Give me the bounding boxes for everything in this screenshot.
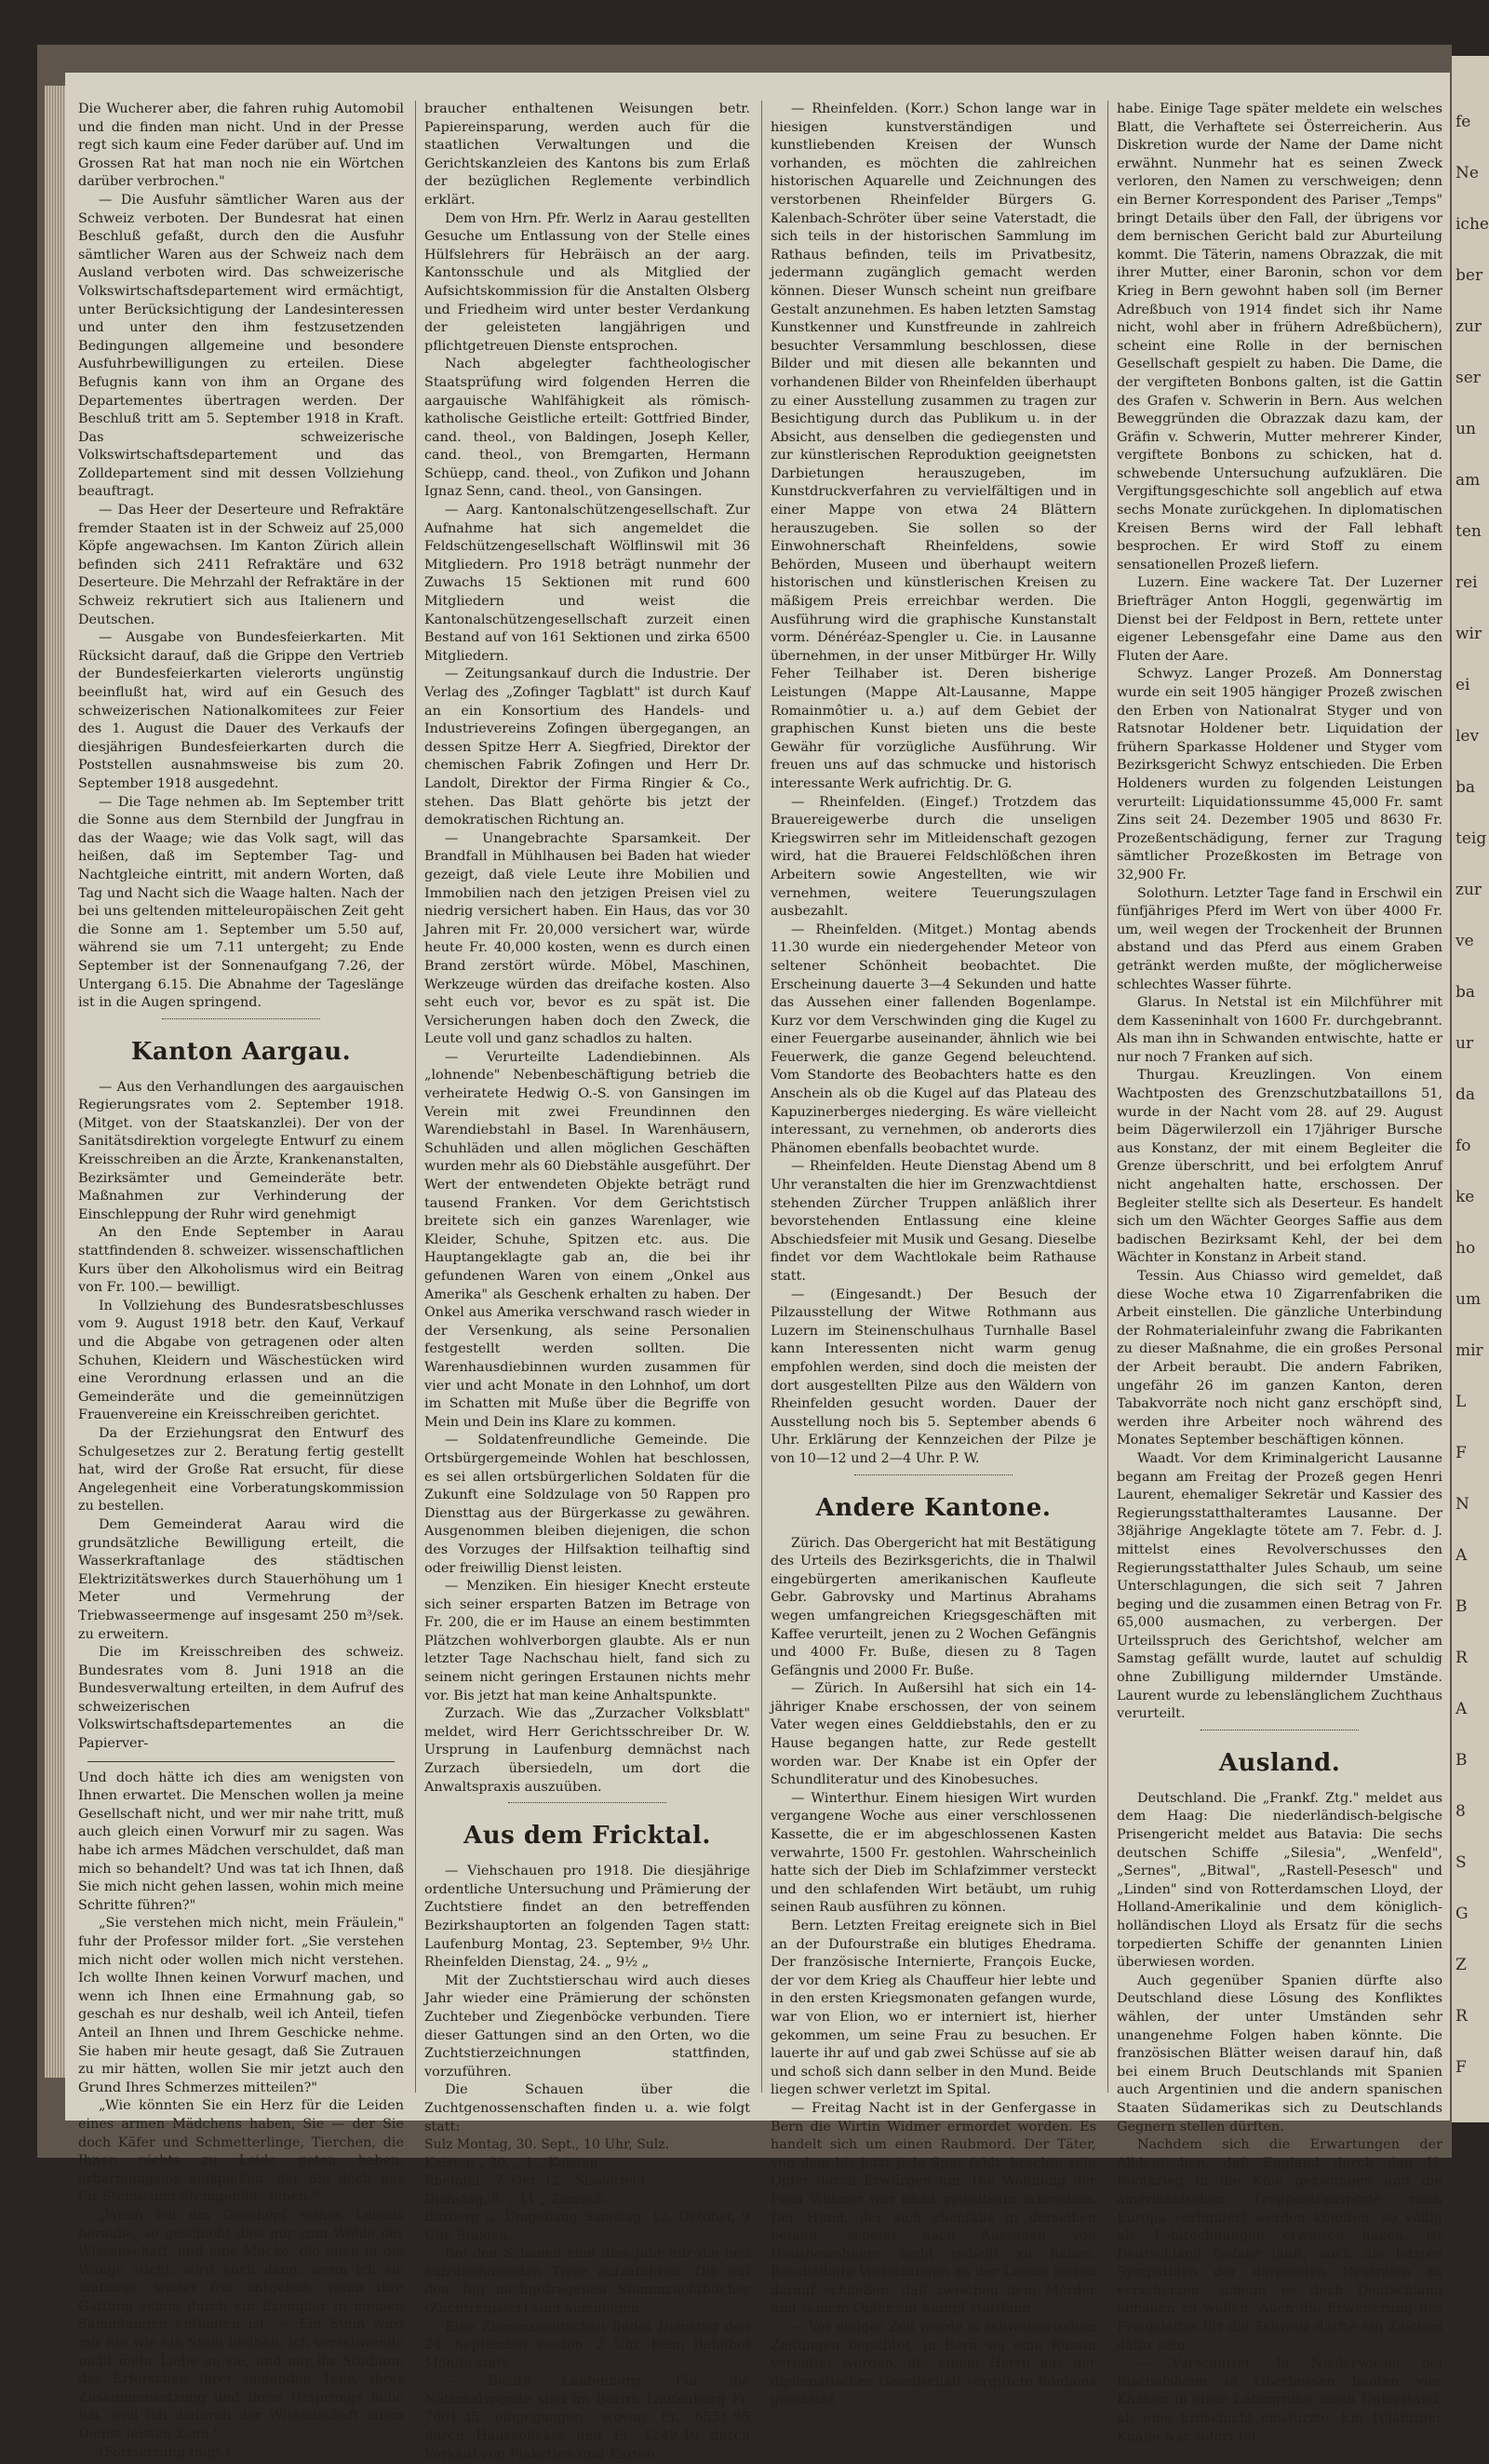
- schedule-line: Dienstag, 8. „ 11 „ Zurzach: [424, 2191, 605, 2207]
- section-heading: Kanton Aargau.: [130, 1037, 352, 1066]
- article-paragraph: — Rheinfelden. (Mitget.) Montag abends 11.30 wurde ein niedergehender Meteor von seltener Schönheit beobachtet. Die Erscheinung dauerte 3—4 Sekunden und hatte das Aussehen einer fallenden Bogenlampe. Kurz vor dem Verschwinden ging die Kugel zu einer Feuergarbe auseinander, ähnlich wie bei Feuerwerk, die ganze Gegend beleuchtend. Vom Standorte des Beobachters hatte es den Anschein als ob die Kugel auf das Plateau des Kapuzinerberges niederging. Es wäre vielleicht interessant, zu vernehmen, ob anderorts dies Phänomen ebenfalls beobachtet wurde.: [771, 922, 1096, 1156]
- strip-fragment: ser: [1455, 369, 1481, 387]
- strip-fragment: fe: [1455, 113, 1471, 131]
- schedule-line: Bözberg u. Umgebung Samstag, 12. Oktober, 9 Uhr, Stalden.: [424, 2210, 750, 2243]
- strip-fragment: un: [1455, 420, 1476, 438]
- strip-fragment: ve: [1455, 932, 1474, 950]
- strip-fragment: ke: [1455, 1188, 1475, 1206]
- article-paragraph: — Verschüttet. In Niederwiesel bei Bischofsheim in Oberhessen hauten vier Knaben in einer Lehmgrube einen Unterstand, als eine Erdschicht einstürzte. Ein 10jähriger Knabe war sofort tot,: [1117, 2356, 1442, 2444]
- column-2: [424, 101, 750, 2462]
- article-paragraph: „Wie könnten Sie ein Herz für die Leiden eines armen Mädchens haben, Sie — der Sie doch Käfer und Schmetterlinge, Tierchen, die Ihnen nichts zu Leide getan haben, erbarmungslos aufspießen, der Sie doch nur für Steine und Steingebilde leben?": [78, 2098, 404, 2205]
- article-paragraph: „Wenn ich ein Geschöpf seines Lebens beraube, so geschieht dies nur zum Wohle der Wissenschaft, und eine Mücke, die mich in die Wange sticht, wird auch dann, wenn ich sie einfange, weiter frei entgehen, wenn ihre Gattung schon durch ein Exemplar in meinen Sammlungen enthalten ist. — Ein Stein wird mir nie wie ein Stein bleiben; ich verschwende nicht mehr Liebe an sie, und nur ihr Studium, das Erforschen ihrer bildenden Teile, ihrer Zusammensetzung und ihres Ursprungs liebe ich, weil ich dadurch der Wissenschaft einen Dienst leisten kann.": [78, 2207, 404, 2443]
- strip-fragment: ba: [1455, 778, 1476, 797]
- strip-fragment: A: [1455, 1700, 1468, 1718]
- article-paragraph: Auch gegenüber Spanien dürfte also Deutschland diese Lösung des Konfliktes wählen, der unter Umständen sehr unangenehme Folgen haben könnte. Die französischen Blätter weisen darauf hin, daß bei einem Bruch Deutschlands mit Spanien auch Argentinien und die andern spanischen Staaten Südamerikas sich zu Deutschlands Gegnern stellen dürften.: [1117, 1973, 1442, 2134]
- article-paragraph: Glarus. In Netstal ist ein Milchführer mit dem Kasseninhalt von 1600 Fr. durchgebrannt. Als man ihn in Schwanden entwischte, hatte er nur noch 7 Franken auf sich.: [1117, 995, 1442, 1065]
- article-paragraph: Thurgau. Kreuzlingen. Von einem Wachtposten des Grenzschutzbataillons 51, wurde in der Nacht vom 28. auf 29. August beim Dägerwilerzoll ein 17jähriger Bursche aus Konstanz, der mit einem Begleiter die Grenze überschritt, und bei erfolgtem Anruf nicht angehalten hatte, erschossen. Der Begleiter stellte sich als Deserteur. Es handelt sich um den Wächter Georges Saffie aus dem badischen Bezirksamt Kehl, der bei dem Wächter in Konstanz in Arbeit stand.: [1117, 1068, 1442, 1266]
- strip-fragment: wir: [1455, 625, 1482, 643]
- strip-fragment: zur: [1455, 317, 1482, 336]
- schedule-line: Sulz Montag, 30. Sept., 10 Uhr, Sulz.: [424, 2137, 670, 2153]
- article-paragraph: — Die Ausfuhr sämtlicher Waren aus der Schweiz verboten. Der Bundesrat hat einen Beschluß gefaßt, durch den die Ausfuhr sämtlicher Waren aus der Schweiz nach dem Ausland verboten wird. Das schweizerische Volkswirtschaftsdepartement wird ermächtigt, unter Berücksichtigung der Landesinteressen und unter den ihm festzusetzenden Bedingungen allgemeine und besondere Ausfuhrbewilligungen zu erteilen. Diese Befugnis kann von ihm an Organe des Departementes übertragen werden. Der Beschluß tritt am 5. September 1918 in Kraft. Das schweizerische Volkswirtschaftsdepartement und das Zolldepartement sind mit dessen Vollziehung beauftragt.: [78, 192, 404, 500]
- article-paragraph: — Rheinfelden. (Korr.) Schon lange war in hiesigen kunstverständigen und kunstliebenden Kreisen der Wunsch vorhanden, es möchten die zahlreichen historischen Aquarelle und Zeichnungen des verstorbenen Rheinfelder Bürgers G. Kalenbach-Schröter über seine Vaterstadt, die sich teils in der historischen Sammlung im Rathaus befinden, teils im Privatbesitz, jedermann zugänglich gemacht werden können. Dieser Wunsch scheint nun greifbare Gestalt anzunehmen. Es haben letzten Samstag Kunstkenner und Kunstfreunde in zahlreich besuchter Versammlung beschlossen, diese Bilder und mit diesen alle bekannten und vorhandenen Bilder von Rheinfelden überhaupt zu einer Ausstellung zusammen zu tragen zur Besichtigung durch das Publikum u. in der Absicht, aus denselben die gediegensten und zur künstlerischen Reproduktion geeignetsten Darbietungen herauszugeben, im Kunstdruckverfahren zu vervielfältigen und in einer Mappe von etwa 24 Blättern herauszugeben. Sie sollen so der Einwohnerschaft Rheinfeldens, sowie Behörden, Museen und überhaupt weitern historischen und künstlerischen Kreisen zu mäßigem Preis erreichbar werden. Die Ausführung wird die graphische Kunstanstalt vorm. Dénéréaz-Spengler u. Cie. in Lausanne übernehmen, in der unser Mitbürger Hr. Willy Feher Teilhaber ist. Deren bisherige Leistungen (Mappe Alt-Lausanne, Mappe Romainmôtier u. a.) auf dem Gebiet der graphischen Kunst bieten uns die beste Gewähr für vorzügliche Ausführung. Wir freuen uns auf das schmucke und historisch interessante Werk aufrichtig. Dr. G.: [771, 101, 1096, 791]
- article-paragraph: An den Ende September in Aarau stattfindenden 8. schweizer. wissenschaftlichen Kurs über den Alkoholismus wird ein Beitrag von Fr. 100.— bewilligt.: [78, 1225, 404, 1296]
- strip-fragment: am: [1455, 471, 1481, 490]
- article-paragraph: — Aus den Verhandlungen des aargauischen Regierungsrates vom 2. September 1918. (Mitget. von der Staatskanzlei). Der von der Sanitätsdirektion vorgelegte Entwurf zu einem Kreisschreiben an die Ärzte, Krankenanstalten, Bezirksämter und Gemeinderäte betr. Maßnahmen zur Verhinderung der Einschleppung der Ruhr wird genehmigt: [78, 1079, 404, 1222]
- article-paragraph: „Sie verstehen mich nicht, mein Fräulein," fuhr der Professor milder fort. „Sie verstehen mich nicht oder wollen mich nicht verstehen. Ich wollte Ihnen keinen Vorwurf machen, und wenn ich Ihnen eine Ermahnung gab, so geschah es nur deshalb, weil ich Anteil, tiefen Anteil an Ihnen und Ihrem Geschicke nehme. Sie haben mir heute gesagt, daß Sie Zutrauen zu mir hätten, wollen Sie mir jetzt auch den Grund Ihres Schmerzes mitteilen?": [78, 1916, 404, 2095]
- strip-fragment: um: [1455, 1290, 1482, 1309]
- strip-fragment: Z: [1455, 1956, 1467, 1974]
- page-stack-edge: [45, 86, 67, 2078]
- article-separator: [854, 1474, 1013, 1475]
- article-paragraph: Zürich. Das Obergericht hat mit Bestätigung des Urteils des Bezirksgerichts, die in Thalwil eingebürgerten amerikanischen Kaufleute Gebr. Gabrovsky und Martinus Abrahams wegen umfangreichen Kriegsgeschäften mit Kaffee verurteilt, jenen zu 2 Wochen Gefängnis und 4000 Fr. Buße, diesen zu 8 Tagen Gefängnis und 2000 Fr. Buße.: [771, 1535, 1096, 1678]
- article-paragraph: — Das Heer der Deserteure und Refraktäre fremder Staaten ist in der Schweiz auf 25,000 Köpfe angewachsen. Im Kanton Zürich allein befinden sich 2411 Refraktäre und 632 Deserteure. Die Mehrzahl der Refraktäre in der Schweiz rekrutiert sich aus Italienern und Deutschen.: [78, 503, 404, 627]
- article-separator: [162, 1018, 320, 1019]
- article-paragraph: Zurzach. Wie das „Zurzacher Volksblatt" meldet, wird Herr Gerichtsschreiber Dr. W. Ursprung in Laufenburg demnächst nach Zurzach übersiedeln, um dort die Anwaltspraxis auszuüben.: [424, 1706, 750, 1795]
- article-paragraph: — Viehschauen pro 1918. Die diesjährige ordentliche Untersuchung und Prämierung der Zuchtstiere findet an den betreffenden Bezirkshauptorten an folgenden Tagen statt: Laufenburg Montag, 23. September, 9½ Uhr. Rheinfelden Dienstag, 24. „ 9½ „: [424, 1864, 750, 1971]
- strip-fragment: G: [1455, 1905, 1469, 1923]
- article-paragraph: Die Schauen über die Zuchtgenossenschaften finden u. a. wie folgt statt:: [424, 2082, 750, 2134]
- article-paragraph: Und doch hätte ich dies am wenigsten von Ihnen erwartet. Die Menschen wollen ja meine Gesellschaft nicht, und wer mir nahe tritt, muß auch gleich einen Vorwurf mir zu sagen. Was habe ich armes Mädchen verschuldet, daß man mich so behandelt? Und was tat ich Ihnen, daß Sie mich nicht gehen lassen, wohin mich meine Schritte führen?": [78, 1770, 404, 1913]
- strip-fragment: Ne: [1455, 164, 1479, 182]
- article-paragraph: Nach abgelegter fachtheologischer Staatsprüfung wird folgenden Herren die aargauische Wahlfähigkeit als römisch-katholische Geistliche erteilt: Gottfried Binder, cand. theol., von Baldingen, Joseph Keller, cand. theol., von Bremgarten, Hermann Schüepp, cand. theol., von Zufikon und Johann Ignaz Senn, cand. theol., von Gansingen.: [424, 357, 750, 500]
- column-divider: [761, 101, 762, 2093]
- article-paragraph: habe. Einige Tage später meldete ein welsches Blatt, die Verhaftete sei Österreicherin. Aus Diskretion wurde der Name der Dame nicht erwähnt. Nunmehr hat es seinen Zweck verloren, den Namen zu verschweigen; denn ein Berner Korrespondent des Pariser „Temps" bringt Details über den Fall, der übrigens vor dem bernischen Gericht bald zur Aburteilung kommt. Die Täterin, namens Obrazzak, die mit ihrer Mutter, einer Baronin, schon vor dem Krieg in Bern gewohnt haben soll (im Berner Adreßbuch von 1914 findet sich ihr Name nicht, wohl aber in frühern Adreßbüchern), scheint eine Rolle in der bernischen Gesellschaft gespielt zu haben. Die Dame, die der vergifteten Bonbons galten, ist die Gattin des Grafen v. Schwerin in Bern. Aus welchen Beweggründen die Obrazzak dazu kam, der Gräfin v. Schwerin, Mutter mehrerer Kinder, vergiftete Bonbons zu schicken, hat d. schwebende Untersuchung aufzuklären. Die Vergiftungsgeschichte soll angeblich auf etwa sechs Monate zurückgehen. In diplomatischen Kreisen Berns wird der Fall lebhaft besprochen. Er wird Stoff zu einem sensationellen Prozeß liefern.: [1117, 101, 1442, 572]
- schedule-line: Kaisten „ 30. „ 1 „ Kaisten: [424, 2155, 598, 2171]
- article-paragraph: Mit der Zuchtstierschau wird auch dieses Jahr wieder eine Prämierung der schönsten Zuchteber und Ziegenböcke verbunden. Tiere dieser Gattungen sind an den Orten, wo die Zuchtstierzeichnungen stattfinden, vorzuführen.: [424, 1973, 750, 2080]
- strip-fragment: B: [1455, 1751, 1468, 1770]
- article-paragraph: Nachdem sich die Erwartungen der Alldeutschen, daß England durch den U-Bootkrieg in die Knie gezwungen und die amerikanischen Truppentransporte nach Europa verhindert werden könnten, so völlig als Fehlrechnungen erwiesen haben, ist Deutschland Gefahr läuft, auch die letzten Sympathien der dorbenden Neutralen zu verscherzen, scheint es doch Deutschland abhauen zu wollen. Auch die Erweiterung des Freigeleites für die Schweiz dürfte ein Zeichen dafür sein.: [1117, 2137, 1442, 2353]
- strip-fragment: iche: [1455, 215, 1489, 234]
- strip-fragment: F: [1455, 2058, 1467, 2077]
- article-paragraph: Waadt. Vor dem Kriminalgericht Lausanne begann am Freitag der Prozeß gegen Henri Laurent, ehemaliger Sekretär und Kassier des Regierungsstatthalteramtes Lausanne. Der 38jährige Angeklagte tötete am 7. Febr. d. J. mittelst eines Revolverschusses den Regierungsstatthalter Jules Schaub, um seine Unterschlagungen, die sich seit 7 Jahren beging und die zusammen einen Betrag von Fr. 65,000 ausmachen, zu verbergen. Der Urteilsspruch des Gerichtshof, welcher am Samstag gefällt wurde, lautet auf schuldig ohne Zubilligung mildernder Umstände. Laurent wurde zu lebenslänglichem Zuchthaus verurteilt.: [1117, 1450, 1442, 1722]
- article-separator: [508, 1802, 666, 1803]
- article-paragraph: — Winterthur. Einem hiesigen Wirt wurden vergangene Woche aus einer verschlossenen Kassette, die er im abgeschlossenen Kasten verwahrte, 1500 Fr. gestohlen. Wahrscheinlich hatte sich der Dieb im Schlafzimmer versteckt und den schlafenden Wirt betäubt, um ruhig seinen Raub ausführen zu können.: [771, 1790, 1096, 1916]
- article-paragraph: — Aarg. Kantonalschützengesellschaft. Zur Aufnahme hat sich angemeldet die Feldschützengesellschaft Wölflinswil mit 36 Mitgliedern. Pro 1918 beträgt nunmehr der Zuwachs 15 Sektionen mit rund 600 Mitgliedern und weist die Kantonalschützengesellschaft zurzeit einen Bestand auf von 161 Sektionen und zirka 6500 Mitgliedern.: [424, 503, 750, 664]
- article-paragraph: Da der Erziehungsrat den Entwurf des Schulgesetzes zur 2. Beratung fertig gestellt hat, wird der Große Rat ersucht, für diese Angelegenheit eine Vorberatungskommission zu bestellen.: [78, 1425, 404, 1515]
- strip-fragment: rei: [1455, 573, 1478, 592]
- article-paragraph: Deutschland. Die „Frankf. Ztg." meldet aus dem Haag: Die niederländisch-belgische Prisengericht meldet aus Batavia: Die sechs deutschen Schiffe „Silesia", „Wenfeld", „Sernes", „Bitwal", „Rastell-Pesesch" und „Linden" sind von Rotterdamschen Lloyd, der Holland-Amerikalinie und dem königlich-holländischen Lloyd als Ersatz für die sechs torpedierten Schiffe der genannten Linien überwiesen worden.: [1117, 1790, 1442, 1971]
- strip-fragment: S: [1455, 1853, 1467, 1872]
- article-paragraph: — Bezirk Laufenburg. Für die Nationalspende sind im Bezirk Laufenburg Fr. 7801.35 eingegangen, wovon Fr. 6551.95 durch Hauskollekte und Fr. 1249.40 durch Verkauf von Plaketten und Karten.: [424, 2374, 750, 2462]
- schedule-line: Rheintal „ 7. Okt. 12 „ Sisslerfeld: [424, 2174, 646, 2189]
- article-paragraph: Bei den Schauen sind dies Jahr nur die neu aufzunehmenden Tiere aufzuführen. Die auf den Tag nachgetragenen Stammzuchtbücher (Zuchtregister) sind aufzulegen.: [424, 2246, 750, 2316]
- article-paragraph: — Rheinfelden. (Eingef.) Trotzdem das Brauereigewerbe durch die unseligen Kriegswirren sehr im Mitleidenschaft gezogen wird, hat die Brauerei Feldschlößchen ihren Arbeitern sowie Angestellten, wie wir vernehmen, weitere Teuerungszulagen ausbezahlt.: [771, 794, 1096, 920]
- article-paragraph: In Vollziehung des Bundesratsbeschlusses vom 9. August 1918 betr. den Kauf, Verkauf und die Abgabe von getragenen oder alten Schuhen, Kleidern und Wäschestücken wird eine Verordnung erlassen und an die Gemeinderäte und die gemeinnützigen Frauenvereine ein Kreisschreiben gerichtet.: [78, 1298, 404, 1423]
- article-paragraph: Dem von Hrn. Pfr. Werlz in Aarau gestellten Gesuche um Entlassung von der Stelle eines Hülfslehrers für Hebräisch an der aarg. Kantonsschule und als Mitglied der Aufsichtskommission für die Anstalten Olsberg und Friedheim wird unter bester Verdankung der geleisteten langjährigen und pflichtgetreuen Dienste entsprochen.: [424, 210, 750, 354]
- article-paragraph: — Vor einiger Zeit wurde in schweizerischen Zeitungen berichtet, in Bern sei eine Russin verhaftet worden, die einem Herrn aus der diplomatischen Gesellschaft vergiftete Bonbons geschickt: [771, 2320, 1096, 2408]
- article-paragraph: — Zeitungsankauf durch die Industrie. Der Verlag des „Zofinger Tagblatt" ist durch Kauf an ein Konsortium des Handels- und Industrievereins Zofingen übergegangen, an dessen Spitze Herr A. Siegfried, Direktor der chemischen Fabrik Zofingen und Herr Dr. Landolt, Direktor der Firma Ringier & Co., stehen. Das Blatt gehörte bis jetzt der demokratischen Richtung an.: [424, 666, 750, 828]
- article-paragraph: — (Eingesandt.) Der Besuch der Pilzausstellung der Witwe Rothmann aus Luzern im Steinenschulhaus Turnhalle Basel kann Interessenten nicht warm genug empfohlen werden, sind doch die meisten der dort ausgestellten Pilze aus den Wäldern von Rheinfelden gesucht worden. Dauer der Ausstellung noch bis 5. September abends 6 Uhr. Erklärung der Kennzeichen der Pilze je von 10—12 und 2—4 Uhr. P. W.: [771, 1286, 1096, 1466]
- column-1: [78, 101, 404, 2460]
- article-paragraph: braucher enthaltenen Weisungen betr. Papiereinsparung, werden auch für die staatlichen Verwaltungen und die Gerichtskanzleien des Kantons bis zum Erlaß der bezüglichen Reglemente verbindlich erklärt.: [424, 101, 750, 208]
- strip-fragment: B: [1455, 1597, 1468, 1616]
- strip-fragment: R: [1455, 2007, 1468, 2026]
- article-paragraph: Schwyz. Langer Prozeß. Am Donnerstag wurde ein seit 1905 hängiger Prozeß zwischen den Erben von Nationalrat Styger und von Ratsnotar Holdener betr. Liquidation der frühern Sparkasse Holdener und Styger vom Bezirksgericht Schwyz entschieden. Die Erben Holdeners wurden zu folgenden Leistungen verurteilt: Liquidationssumme 45,000 Fr. samt Zins seit 24. Dezember 1905 und 8630 Fr. Prozeßentschädigung, ferner zur Tragung sämtlicher Prozeßkosten im Betrage von 32,900 Fr.: [1117, 666, 1442, 882]
- article-paragraph: — Die Tage nehmen ab. Im September tritt die Sonne aus dem Sternbild der Jungfrau in das der Waage; wie das Volk sagt, will das heißen, daß im September Tag- und Nachtgleiche eintritt, mit andern Worten, daß Tag und Nacht sich die Waage halten. Nach der bei uns geltenden mitteleuropäischen Zeit geht die Sonne am 1. September um 5.50 auf, während sie um 7.11 untergeht; zu Ende September ist der Sonnenaufgang 7.26, der Untergang 6.15. Die Abnahme der Tageslänge ist in die Augen springend.: [78, 794, 404, 1011]
- article-paragraph: Die Wucherer aber, die fahren ruhig Automobil und die finden man nicht. Und in der Presse regt sich kaum eine Feder darüber auf. Und im Grossen Rat hat man noch nie ein Wörtchen darüber verbrochen.": [78, 101, 404, 190]
- strip-fragment: N: [1455, 1495, 1469, 1514]
- strip-fragment: zur: [1455, 881, 1482, 899]
- article-paragraph: — Soldatenfreundliche Gemeinde. Die Ortsbürgergemeinde Wohlen hat beschlossen, es sei allen ortsbürgerlichen Soldaten für die Zukunft eine Soldzulage von 50 Rappen pro Diensttag aus der Bürgerkasse zu gewähren. Ausgenommen bleiben diejenigen, die schon des Vorzuges der Hilfsaktion teilhaftig sind oder freiwillig Dienst leisten.: [424, 1433, 750, 1576]
- strip-fragment: ho: [1455, 1239, 1476, 1258]
- adjacent-page-strip: [1452, 56, 1489, 2122]
- newspaper-page: [65, 73, 1450, 2462]
- strip-fragment: R: [1455, 1649, 1468, 1667]
- strip-fragment: ten: [1455, 522, 1482, 541]
- column-3: [771, 101, 1096, 2408]
- strip-fragment: ei: [1455, 676, 1470, 694]
- strip-fragment: lev: [1455, 727, 1480, 746]
- strip-fragment: ber: [1455, 266, 1483, 285]
- article-paragraph: — Freitag Nacht ist in der Genfergasse in Bern die Wirtin Widmer ermordet worden. Es handelt sich um einen Raubmord. Der Täter, von dem bis jetzt jede Spur fehlt, brachte sein Opfer durch Erwürgen um. Die Wohnung der Frau Widmer war nicht gewaltsam erbrochen. Der Hund, der sich ebenfalls in derselben befand, scheint nach Aussagen von Hausbewohnern nicht gebellt zu haben. Beschädigte Verletzungen an der Leiche lassen darauf schließen, daß zwischen dem Mörder und seinem Opfer ein Kampf stattfand.: [771, 2100, 1096, 2317]
- column-divider: [415, 101, 416, 2093]
- article-paragraph: — Rheinfelden. Heute Dienstag Abend um 8 Uhr veranstalten die hier im Grenzwachtdienst stehenden Zürcher Truppen anläßlich ihrer bevorstehenden Entlassung eine kleine Abschiedsfeier mit Musik und Gesang. Dieselbe findet vor dem Wachtlokale beim Rathause statt.: [771, 1159, 1096, 1284]
- strip-fragment: da: [1455, 1085, 1476, 1104]
- section-heading: Aus dem Fricktal.: [463, 1822, 711, 1851]
- column-divider: [1107, 101, 1108, 2093]
- section-heading: Ausland.: [1218, 1748, 1341, 1777]
- article-paragraph: — Ausgabe von Bundesfeierkarten. Mit Rücksicht darauf, daß die Grippe den Vertrieb der Bundesfeierkarten vielerorts ungünstig beeinflußt hat, wird auf ein Gesuch des schweizerischen Nationalkomitees zur Feier des 1. August die Dauer des Verkaufs der diesjährigen Bundesfeierkarten durch die Poststellen ausnahmsweise bis zum 20. September 1918 ausgedehnt.: [78, 630, 404, 791]
- article-paragraph: Tessin. Aus Chiasso wird gemeldet, daß diese Woche etwa 10 Zigarrenfabriken die Arbeit einstellen. Die gänzliche Unterbindung der Rohmaterialeinfuhr zwang die Fabrikanten zu dieser Maßnahme, die ein großes Personal der Arbeit beraubt. Die andern Fabriken, ungefähr 26 im ganzen Kanton, deren Tabakvorräte noch nicht ganz erschöpft sind, werden ihre Arbeiter noch während des Monates September beschäftigen können.: [1117, 1269, 1442, 1448]
- strip-fragment: A: [1455, 1546, 1468, 1565]
- article-paragraph: — Verurteilte Ladendiebinnen. Als „lohnende" Nebenbeschäftigung betrieb die verheiratete Hedwig O.-S. von Gansingen im Verein mit zwei Freundinnen den Warendiebstahl in Basel. In Warenhäusern, Schuhläden und allen möglichen Geschäften wurden mehr als 60 Diebstähle ausgeführt. Der Wert der entwendeten Objekte beträgt rund tausend Franken. Vor dem Gerichtstisch breitete sich ein ganzes Warenlager, wie Kleider, Schuhe, Spitzen etc. aus. Die Hauptangeklagte gab an, die bei ihr gefundenen Waren von einem „Onkel aus Amerika" als Geschenk erhalten zu haben. Der Onkel aus Amerika verschwand rasch wieder in der Versenkung, als seine Personalien festgestellt werden sollten. Die Warenhausdiebinnen wurden zusammen für vier und acht Monate in den Lohnhof, um dort im Schatten mit Muße über die Begriffe von Mein und Dein ins Klare zu kommen.: [424, 1049, 750, 1430]
- strip-fragment: 8: [1455, 1802, 1466, 1821]
- strip-fragment: fo: [1455, 1137, 1471, 1155]
- strip-fragment: teig: [1455, 829, 1487, 848]
- article-paragraph: Dem Gemeinderat Aarau wird die grundsätzliche Bewilligung erteilt, die Wasserkraftanlage des städtischen Elektrizitätswerkes durch Stauerhöhung um 1 Meter und Vermehrung der Triebwasseermenge auf insgesamt 250 m³/sek. zu erweitern.: [78, 1516, 404, 1642]
- strip-fragment: ba: [1455, 983, 1476, 1002]
- strip-fragment: ur: [1455, 1034, 1474, 1053]
- article-paragraph: Eine Ziegenzuchtschau findet Dienstag den 24. September nachm. 2 Uhr, beim Bahnhof Möhlin statt.: [424, 2319, 750, 2371]
- article-paragraph: Bern. Letzten Freitag ereignete sich in Biel an der Dufourstraße ein blutiges Ehedrama. Der französische Internierte, François Eucke, der vor dem Krieg als Chauffeur hier lebte und in den ersten Kriegsmonaten gefangen wurde, war von Elion, wo er interniert ist, hierher gekommen, um seine Frau zu besuchen. Er lauerte ihr auf und gab zwei Schüsse auf sie ab und schoß sich dann selber in den Mund. Beide liegen schwer verletzt im Spital.: [771, 1919, 1096, 2098]
- article-paragraph: — Menziken. Ein hiesiger Knecht ersteute sich seiner ersparten Batzen im Betrage von Fr. 200, die er im Hause an einem bestimmten Plätzchen wohlverborgen glaubte. Als er nun letzter Tage Nachschau hielt, fand sich zu seinem nicht geringen Erstaunen nichts mehr vor. Bis jetzt hat man keine Anhaltspunkte.: [424, 1579, 750, 1703]
- strip-fragment: L: [1455, 1393, 1467, 1411]
- article-paragraph: Luzern. Eine wackere Tat. Der Luzerner Briefträger Anton Hoggli, gegenwärtig im Dienst bei der Feldpost in Bern, rettete unter eigener Lebensgefahr eine Dame aus den Fluten der Aare.: [1117, 575, 1442, 664]
- article-paragraph: (Fortsetzung folgt.): [99, 2444, 231, 2460]
- article-paragraph: — Zürich. In Außersihl hat sich ein 14-jähriger Knabe erschossen, der von seinem Vater wegen eines Gelddiebstahls, den er zu Hause begangen hatte, zur Rede gestellt worden war. Der Knabe ist ein Opfer der Schundliteratur und des Kinobesuches.: [771, 1681, 1096, 1788]
- article-paragraph: Solothurn. Letzter Tage fand in Erschwil ein fünfjähriges Pferd im Wert von über 4000 Fr. um, weil wegen der Trockenheit der Brunnen abstand und das Pferd aus einem Graben getränkt werden mußte, der möglicherweise schlechtes Wasser führte.: [1117, 885, 1442, 992]
- section-rule: [87, 1761, 395, 1762]
- article-paragraph: Die im Kreisschreiben des schweiz. Bundesrates vom 8. Juni 1918 an die Bundesverwaltung erteilten, in dem Aufruf des schweizerischen Volkswirtschaftsdepartementes an die Papierver-: [78, 1645, 404, 1752]
- article-paragraph: — Unangebrachte Sparsamkeit. Der Brandfall in Mühlhausen bei Baden hat wieder gezeigt, daß viele Leute ihre Mobilien und Immobilien nach den jetzigen Preisen viel zu niedrig versichert haben. Ein Haus, das vor 30 Jahren mit Fr. 20,000 versichert war, würde heute Fr. 40,000 kosten, wenn es durch einen Brand zerstört würde. Möbel, Maschinen, Werkzeuge würden das dreifache kosten. Also seht euch vor, bevor es zu spät ist. Die Versicherungen haben doch den Zweck, die Leute voll und ganz schadlos zu halten.: [424, 830, 750, 1047]
- strip-fragment: mir: [1455, 1341, 1483, 1360]
- schedule-list: [424, 2136, 750, 2245]
- section-heading: Andere Kantone.: [815, 1493, 1052, 1522]
- column-4: [1117, 101, 1442, 2444]
- strip-fragment: F: [1455, 1444, 1467, 1462]
